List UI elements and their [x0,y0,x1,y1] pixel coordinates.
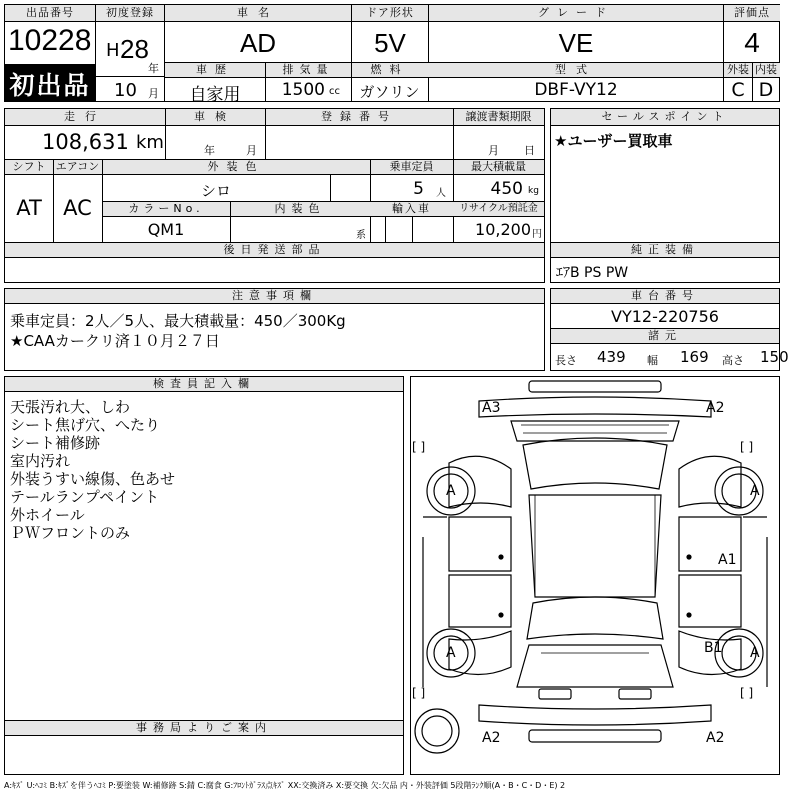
aircon: AC [63,196,92,220]
mark-rear-left: A3 [482,400,501,416]
interior-grade: D [758,79,774,101]
later-parts-label: 後日発送部品 [223,243,326,256]
recycle-unit: 円 [532,229,542,240]
fuel-label: 燃料 [370,63,409,76]
height: 150 [760,348,789,366]
mark-wheel-front-left: A [446,645,456,661]
max-load: 450 [490,179,523,199]
inspector-line-5: 外装うすい線傷、色あせ [10,470,176,488]
capacity: 5 [413,179,424,199]
reg-month: 10 [114,80,137,101]
int-color-unit: 系 [356,230,366,241]
shift-label: シフト [12,160,46,173]
shift: AT [16,196,42,220]
transfer-day-unit: 日 [524,144,535,157]
equipment-label: 純正装備 [631,243,699,256]
capacity-label: 乗車定員 [389,160,434,173]
displacement-unit: cc [329,86,340,97]
mark-front-left: A2 [482,730,501,746]
length-label: 長さ [555,354,577,367]
chassis-number: VY12-220756 [611,307,719,326]
chassis-label: 車台番号 [631,289,699,302]
registration-label: 登録番号 [321,110,397,123]
inspector-line-3: シート補修跡 [10,434,101,452]
inspector-label: 検査員記入欄 [153,377,255,390]
model-label: 型式 [555,63,597,76]
notes-label: 注意事項欄 [232,289,317,302]
notes-line-1: 乗車定員：2人／5人、最大積載量：450／300Kg [10,312,346,330]
length: 439 [597,348,626,366]
exterior-grade: C [731,79,745,101]
mark-front-right: A2 [706,730,725,746]
mileage: 108,631 [42,130,129,154]
door-type: 5V [374,28,406,58]
int-color-label: 内装色 [274,202,326,215]
bracket-left-bottom: [ ] [412,686,426,700]
max-load-label: 最大積載量 [471,160,526,173]
specs-label: 諸元 [648,329,682,342]
grade: VE [558,28,594,58]
ext-color-label: 外装色 [207,160,265,173]
width: 169 [680,348,709,366]
color-no: QM1 [147,220,185,239]
mileage-label: 走行 [64,110,106,123]
car-name-label: 車名 [237,6,279,19]
mileage-unit: km [136,132,164,153]
grade-label: グレード [538,6,614,19]
bracket-right-bottom: [ ] [740,686,754,700]
mark-wheel-rear-right: A [750,483,760,499]
model: DBF-VY12 [534,80,618,100]
inspector-line-8: ＰＷフロントのみ [10,524,131,542]
import-label: 輸入車 [392,202,431,215]
displacement-label: 排気量 [282,63,334,76]
era: H [106,40,120,61]
score: 4 [744,27,760,58]
notes-line-2: ★CAAカークリ済１０月２７日 [10,332,220,350]
inspection-year-unit: 年 [204,144,215,157]
lot-number-label: 出品番号 [26,6,74,19]
aircon-label: エアコン [55,160,100,173]
mark-wheel-front-right: A [750,645,760,661]
recycle-label: リサイクル預託金 [459,203,538,214]
office-label: 事務局よりご案内 [136,721,272,734]
car-damage-diagram [411,377,779,774]
exterior-label: 外装 [727,63,749,76]
first-reg-label: 初度登録 [106,6,154,19]
inspector-line-7: 外ホイール [10,506,85,524]
capacity-unit: 人 [436,188,446,199]
inspector-line-4: 室内汚れ [10,452,71,470]
sales-point-label: セールスポイント [601,110,729,123]
displacement: 1500 [281,80,325,100]
mark-wheel-rear-left: A [446,483,456,499]
width-label: 幅 [647,354,658,367]
height-label: 高さ [722,354,744,367]
door-label: ドア形状 [366,6,414,19]
sales-point-text: ★ユーザー買取車 [554,132,673,150]
reg-year: 28 [120,34,149,64]
reg-year-unit: 年 [148,62,159,75]
first-listing-label: 初出品 [9,71,91,100]
history: 自家用 [189,85,241,105]
inspector-line-1: 天張汚れ大、しわ [10,398,131,416]
transfer-label: 譲渡書類期限 [465,110,532,123]
max-load-unit: kg [528,186,539,196]
inspection-label: 車検 [194,110,236,123]
bracket-right-top: [ ] [740,440,754,454]
car-name: AD [239,28,277,58]
inspection-month-unit: 月 [246,144,257,157]
recycle-fee: 10,200 [475,220,531,239]
ext-color: シロ [200,182,231,200]
lot-number: 10228 [8,24,92,57]
inspector-line-2: シート焦げ穴、へたり [10,416,161,434]
color-no-label: カラーNo. [128,202,204,215]
mark-rear-right: A2 [706,400,725,416]
mark-right-front-door: B1 [704,640,723,656]
history-label: 車歴 [196,63,234,76]
legend-text: A:ｷｽﾞ U:ﾍｺﾐ B:ｷｽﾞを伴うﾍｺﾐ P:要塗装 W:補修跡 S:錆 C:腐食 G:ﾌﾛﾝﾄｶﾞﾗｽ点ｷｽﾞ XX:交換済み X:要交換 欠:欠品 内・外装評価 5段階ﾗﾝｸ順(A・B・C・D・E) 2 [4,781,566,790]
transfer-month-unit: 月 [488,144,499,157]
equipment-text: ｴｱB PS PW [556,265,629,281]
reg-month-unit: 月 [148,87,159,100]
mark-right-side: A1 [718,552,737,568]
bracket-left-top: [ ] [412,440,426,454]
score-label: 評価点 [734,6,770,19]
interior-label: 内装 [755,63,777,76]
fuel: ガソリン [359,83,420,101]
inspector-line-6: テールランプペイント [10,488,160,506]
